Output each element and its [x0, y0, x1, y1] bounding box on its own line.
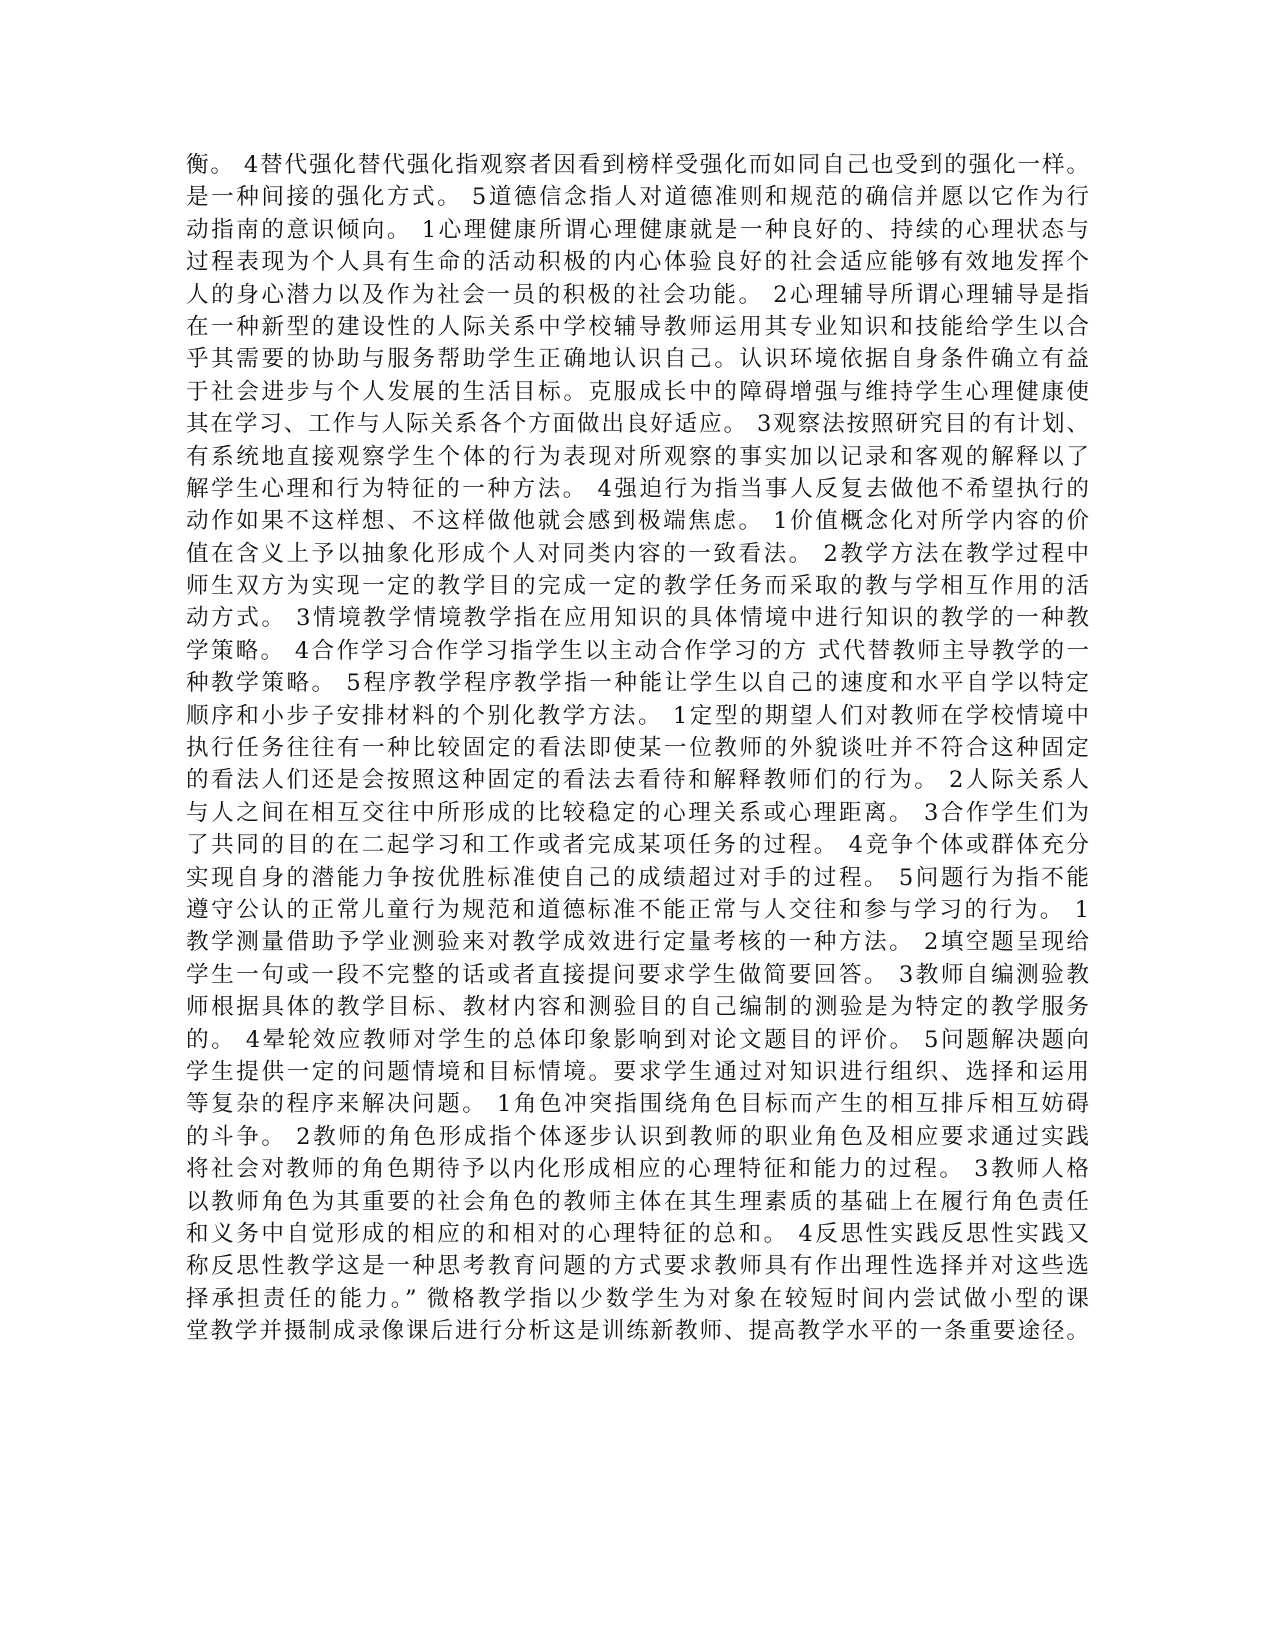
- text-line: 在一种新型的建设性的人际关系中学校辅导教师运用其专业知识和技能给学生以合: [186, 313, 1089, 340]
- body-text: [186, 149, 1089, 1347]
- text-line: 与人之间在相互交往中所形成的比较稳定的心理关系或心理距离。 3合作学生们为: [186, 799, 1089, 826]
- text-line: 和义务中自觉形成的相应的和相对的心理特征的总和。 4反思性实践反思性实践又: [186, 1220, 1089, 1247]
- text-line: 堂教学并摄制成录像课后进行分析这是训练新教师、提高教学水平的一条重要途径。: [186, 1318, 1089, 1345]
- text-line: 遵守公认的正常儿童行为规范和道德标准不能正常与人交往和参与学习的行为。 1: [186, 896, 1089, 923]
- text-line: 顺序和小步子安排材料的个别化教学方法。 1定型的期望人们对教师在学校情境中: [186, 702, 1089, 729]
- text-line: 有系统地直接观察学生个体的行为表现对所观察的事实加以记录和客观的解释以了: [186, 443, 1089, 470]
- text-line: 了共同的目的在二起学习和工作或者完成某项任务的过程。 4竞争个体或群体充分: [186, 832, 1089, 859]
- text-line: 教学测量借助予学业测验来对教学成效进行定量考核的一种方法。 2填空题呈现给: [186, 929, 1089, 956]
- text-line: 动方式。 3情境教学情境教学指在应用知识的具体情境中进行知识的教学的一种教: [186, 605, 1089, 632]
- text-line: 以教师角色为其重要的社会角色的教师主体在其生理素质的基础上在履行角色责任: [186, 1188, 1089, 1215]
- text-line: 于社会进步与个人发展的生活目标。克服成长中的障碍增强与维持学生心理健康使: [186, 378, 1089, 405]
- text-line: 学生提供一定的问题情境和目标情境。要求学生通过对知识进行组织、选择和运用: [186, 1058, 1089, 1085]
- text-line: 等复杂的程序来解决问题。 1角色冲突指围绕角色目标而产生的相互排斥相互妨碍: [186, 1091, 1089, 1118]
- text-line: 其在学习、工作与人际关系各个方面做出良好适应。 3观察法按照研究目的有计划、: [186, 411, 1089, 438]
- text-line: 种教学策略。 5程序教学程序教学指一种能让学生以自己的速度和水平自学以特定: [186, 670, 1089, 697]
- text-line: 执行任务往往有一种比较固定的看法即使某一位教师的外貌谈吐并不符合这种固定: [186, 735, 1089, 762]
- text-line: 动指南的意识倾向。 1心理健康所谓心理健康就是一种良好的、持续的心理状态与: [186, 216, 1089, 243]
- text-line: 动作如果不这样想、不这样做他就会感到极端焦虑。 1价值概念化对所学内容的价: [186, 508, 1089, 535]
- text-line: 是一种间接的强化方式。 5道德信念指人对道德准则和规范的确信并愿以它作为行: [186, 184, 1089, 211]
- text-line: 的看法人们还是会按照这种固定的看法去看待和解释教师们的行为。 2人际关系人: [186, 767, 1089, 794]
- text-line: 过程表现为个人具有生命的活动积极的内心体验良好的社会适应能够有效地发挥个: [186, 249, 1089, 276]
- text-line: 的斗争。 2教师的角色形成指个体逐步认识到教师的职业角色及相应要求通过实践: [186, 1123, 1089, 1150]
- text-line: 学策略。 4合作学习合作学习指学生以主动合作学习的方 式代替教师主导教学的一: [186, 637, 1089, 664]
- text-line: 师生双方为实现一定的教学目的完成一定的教学任务而采取的教与学相互作用的活: [186, 573, 1089, 600]
- text-line: 学生一句或一段不完整的话或者直接提问要求学生做简要回答。 3教师自编测验教: [186, 961, 1089, 988]
- text-line: 将社会对教师的角色期待予以内化形成相应的心理特征和能力的过程。 3教师人格: [186, 1156, 1089, 1183]
- text-line: 的。 4晕轮效应教师对学生的总体印象影响到对论文题目的评价。 5问题解决题向: [186, 1026, 1089, 1053]
- text-line: 择承担责任的能力。” 微格教学指以少数学生为对象在较短时间内尝试做小型的课: [186, 1285, 1089, 1312]
- text-line: 师根据具体的教学目标、教材内容和测验目的自己编制的测验是为特定的教学服务: [186, 994, 1089, 1021]
- text-line: 解学生心理和行为特征的一种方法。 4强迫行为指当事人反复去做他不希望执行的: [186, 475, 1089, 502]
- text-line: 称反思性教学这是一种思考教育问题的方式要求教师具有作出理性选择并对这些选: [186, 1253, 1089, 1280]
- text-line: 衡。 4替代强化替代强化指观察者因看到榜样受强化而如同自己也受到的强化一样。: [186, 152, 1089, 178]
- text-line: 值在含义上予以抽象化形成个人对同类内容的一致看法。 2教学方法在教学过程中: [186, 540, 1089, 567]
- text-line: 人的身心潜力以及作为社会一员的积极的社会功能。 2心理辅导所谓心理辅导是指: [186, 281, 1089, 308]
- text-line: 实现自身的潜能力争按优胜标准使自己的成绩超过对手的过程。 5问题行为指不能: [186, 864, 1089, 891]
- text-line: 乎其需要的协助与服务帮助学生正确地认识自己。认识环境依据自身条件确立有益: [186, 346, 1089, 373]
